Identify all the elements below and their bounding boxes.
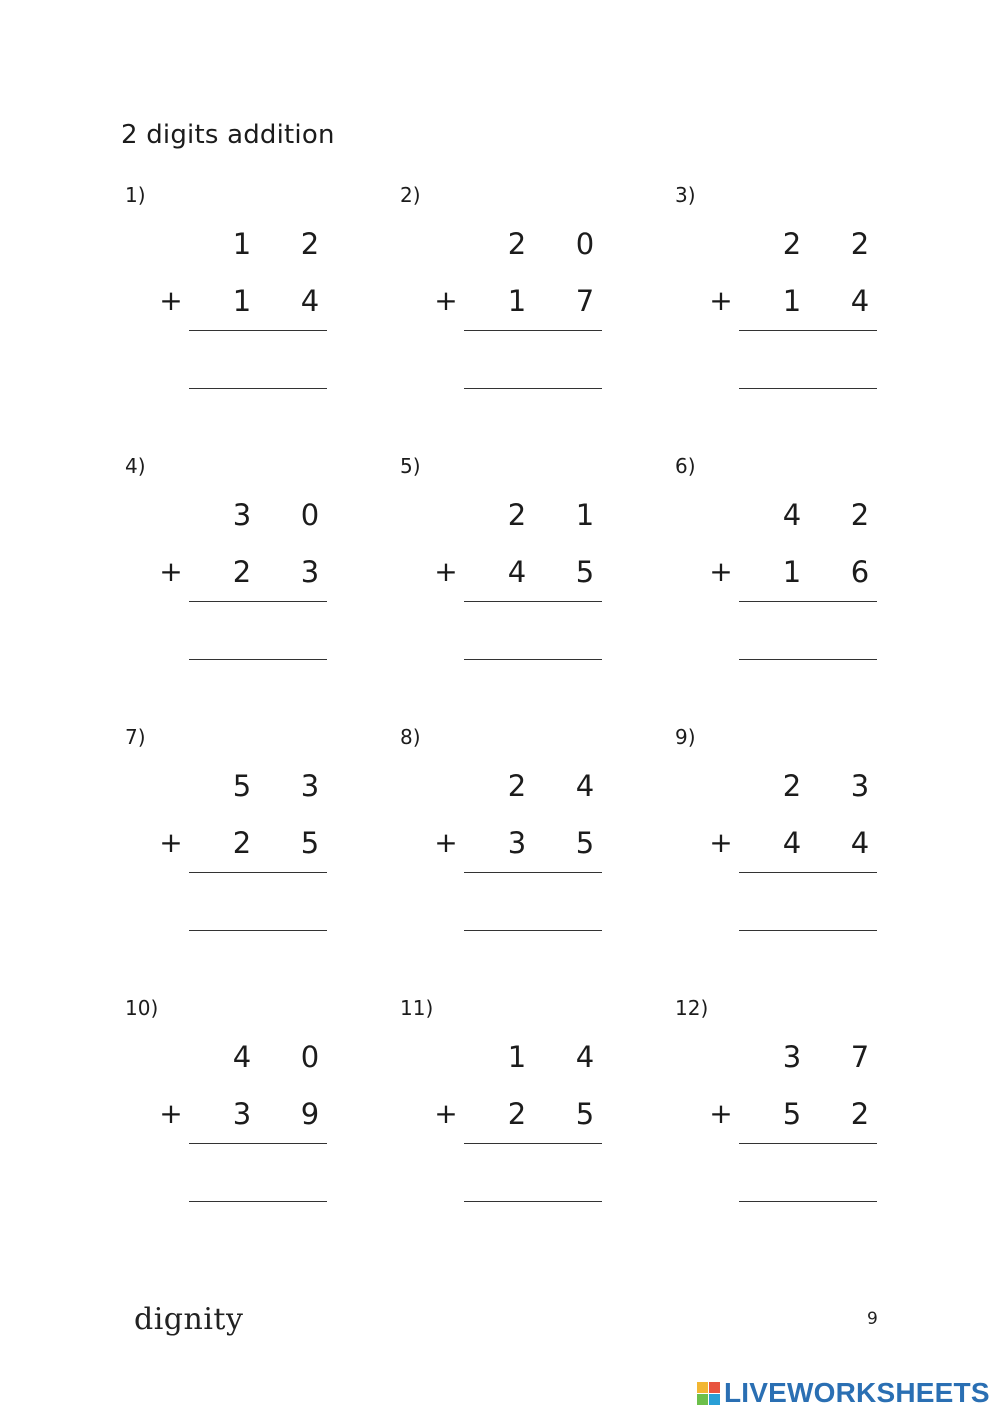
plus-sign: + [709, 284, 733, 317]
answer-line[interactable] [464, 930, 602, 931]
problem-number: 4) [125, 454, 146, 478]
addend2-ones: 5 [300, 826, 320, 860]
addend1-tens: 2 [782, 227, 802, 261]
problem-number: 10) [125, 996, 159, 1020]
addend1-tens: 4 [782, 498, 802, 532]
sum-rule [739, 601, 877, 602]
addend2-ones: 6 [850, 555, 870, 589]
answer-line[interactable] [464, 659, 602, 660]
addend2-tens: 4 [507, 555, 527, 589]
addend1-ones: 2 [300, 227, 320, 261]
liveworksheets-text: LIVEWORKSHEETS [724, 1377, 990, 1408]
plus-sign: + [159, 1097, 183, 1130]
liveworksheets-watermark [697, 1375, 990, 1411]
problem-number: 6) [675, 454, 696, 478]
addend1-ones: 2 [850, 498, 870, 532]
addend2-tens: 1 [782, 284, 802, 318]
icon-square-e [709, 1394, 720, 1405]
addition-problem [396, 183, 671, 423]
plus-sign: + [434, 826, 458, 859]
icon-square-i [709, 1382, 720, 1393]
addition-problem [396, 725, 671, 965]
addend2-tens: 1 [507, 284, 527, 318]
addend1-tens: 2 [507, 227, 527, 261]
addend2-ones: 7 [575, 284, 595, 318]
addend1-ones: 1 [575, 498, 595, 532]
addend1-ones: 7 [850, 1040, 870, 1074]
page-number: 9 [867, 1309, 878, 1329]
problem-number: 12) [675, 996, 709, 1020]
dignity-logo: dignity [134, 1302, 244, 1337]
answer-line[interactable] [739, 1201, 877, 1202]
plus-sign: + [159, 284, 183, 317]
addend1-tens: 1 [507, 1040, 527, 1074]
problem-number: 1) [125, 183, 146, 207]
addend2-tens: 3 [507, 826, 527, 860]
answer-line[interactable] [189, 930, 327, 931]
answer-line[interactable] [739, 930, 877, 931]
addend1-tens: 3 [782, 1040, 802, 1074]
addend2-tens: 3 [232, 1097, 252, 1131]
problem-number: 3) [675, 183, 696, 207]
answer-line[interactable] [739, 659, 877, 660]
addend2-ones: 5 [575, 826, 595, 860]
problem-number: 11) [400, 996, 434, 1020]
addend2-ones: 4 [300, 284, 320, 318]
addend2-tens: 2 [232, 555, 252, 589]
sum-rule [189, 330, 327, 331]
addend1-ones: 4 [575, 769, 595, 803]
answer-line[interactable] [189, 388, 327, 389]
addend1-tens: 2 [507, 769, 527, 803]
addition-problem [671, 725, 946, 965]
addend2-ones: 5 [575, 1097, 595, 1131]
answer-line[interactable] [739, 388, 877, 389]
sum-rule [739, 1143, 877, 1144]
sum-rule [189, 872, 327, 873]
addend2-ones: 3 [300, 555, 320, 589]
plus-sign: + [709, 826, 733, 859]
plus-sign: + [434, 555, 458, 588]
addend1-tens: 4 [232, 1040, 252, 1074]
plus-sign: + [434, 284, 458, 317]
addition-problem [121, 996, 396, 1236]
addend1-tens: 1 [232, 227, 252, 261]
addition-problem [121, 454, 396, 694]
sum-rule [189, 601, 327, 602]
answer-line[interactable] [464, 388, 602, 389]
answer-line[interactable] [189, 1201, 327, 1202]
addition-problem [671, 183, 946, 423]
addend2-ones: 5 [575, 555, 595, 589]
addend2-tens: 2 [232, 826, 252, 860]
addend1-tens: 5 [232, 769, 252, 803]
addend1-ones: 0 [300, 1040, 320, 1074]
addend2-tens: 4 [782, 826, 802, 860]
plus-sign: + [434, 1097, 458, 1130]
plus-sign: + [709, 1097, 733, 1130]
plus-sign: + [159, 555, 183, 588]
addend2-ones: 9 [300, 1097, 320, 1131]
sum-rule [189, 1143, 327, 1144]
addend2-tens: 1 [782, 555, 802, 589]
addition-problem [121, 183, 396, 423]
problem-number: 5) [400, 454, 421, 478]
addition-problem [121, 725, 396, 965]
addend2-ones: 4 [850, 284, 870, 318]
problem-number: 8) [400, 725, 421, 749]
problem-number: 9) [675, 725, 696, 749]
addend2-tens: 2 [507, 1097, 527, 1131]
worksheet-title: 2 digits addition [121, 120, 335, 150]
addend2-tens: 5 [782, 1097, 802, 1131]
addition-problem [396, 454, 671, 694]
liveworksheets-icon [697, 1382, 720, 1405]
sum-rule [739, 330, 877, 331]
icon-square-v [697, 1394, 708, 1405]
addition-problem [396, 996, 671, 1236]
answer-line[interactable] [189, 659, 327, 660]
addition-problem [671, 454, 946, 694]
addend2-ones: 2 [850, 1097, 870, 1131]
addend1-tens: 3 [232, 498, 252, 532]
sum-rule [464, 872, 602, 873]
icon-square-l [697, 1382, 708, 1393]
addition-problem [671, 996, 946, 1236]
addend1-ones: 3 [850, 769, 870, 803]
addend1-tens: 2 [782, 769, 802, 803]
addend2-ones: 4 [850, 826, 870, 860]
problem-number: 2) [400, 183, 421, 207]
addend1-ones: 0 [300, 498, 320, 532]
sum-rule [739, 872, 877, 873]
sum-rule [464, 1143, 602, 1144]
sum-rule [464, 330, 602, 331]
addend1-ones: 3 [300, 769, 320, 803]
addend2-tens: 1 [232, 284, 252, 318]
plus-sign: + [159, 826, 183, 859]
addend1-ones: 2 [850, 227, 870, 261]
addend1-ones: 4 [575, 1040, 595, 1074]
plus-sign: + [709, 555, 733, 588]
problem-number: 7) [125, 725, 146, 749]
addend1-tens: 2 [507, 498, 527, 532]
addend1-ones: 0 [575, 227, 595, 261]
sum-rule [464, 601, 602, 602]
answer-line[interactable] [464, 1201, 602, 1202]
